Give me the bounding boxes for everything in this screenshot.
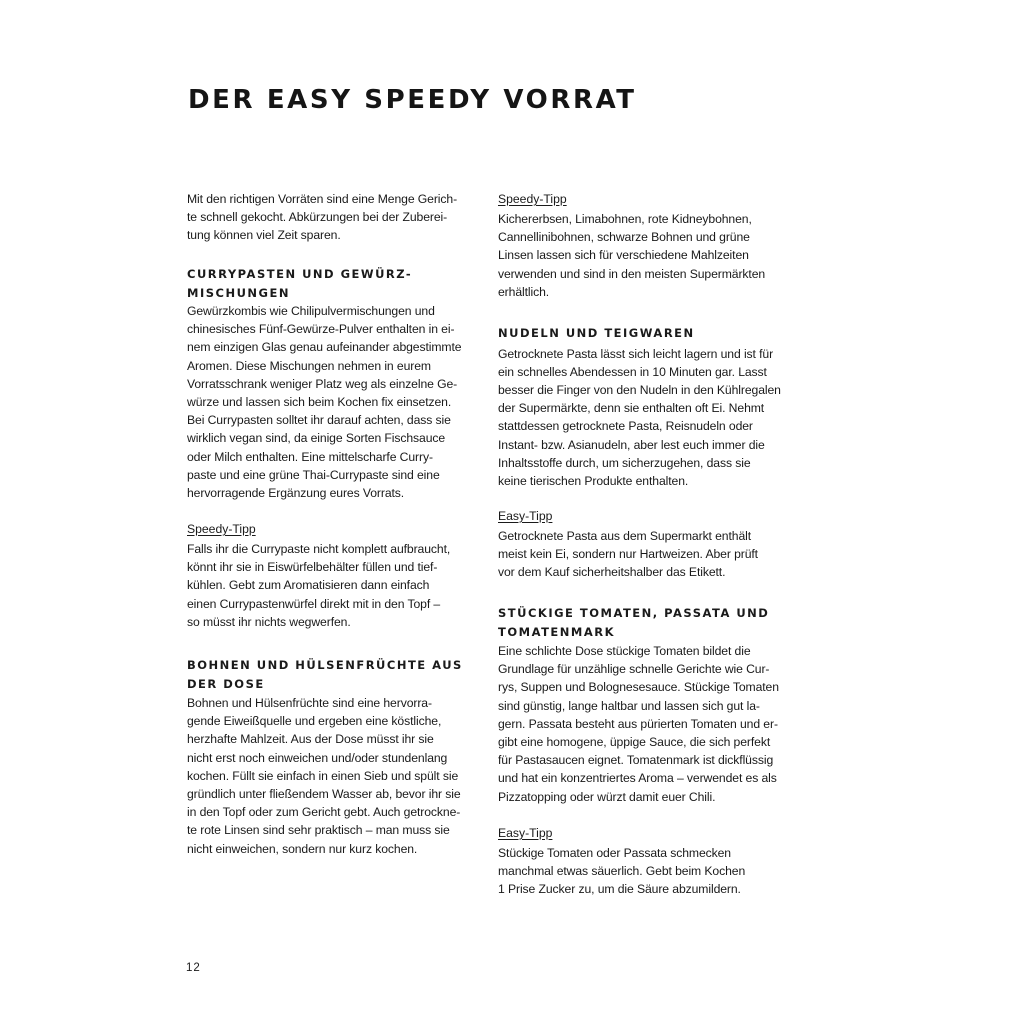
text-line: ein schnelles Abendessen in 10 Minuten gar. Lasst bbox=[498, 364, 767, 379]
pasta-body bbox=[498, 345, 798, 491]
text-line: Mit den richtigen Vorräten sind eine Menge Gerich- bbox=[187, 192, 458, 206]
text-line: keine tierischen Produkte enthalten. bbox=[498, 473, 689, 488]
text-line: BOHNEN UND HÜLSENFRÜCHTE AUS bbox=[187, 658, 463, 672]
text-line: vor dem Kauf sicherheitshalber das Etikett. bbox=[498, 565, 726, 580]
text-line: nicht einweichen, sondern nur kurz kochen. bbox=[187, 841, 418, 856]
text-line: erhältlich. bbox=[498, 284, 550, 299]
text-line: Bei Currypasten solltet ihr darauf achten, dass sie bbox=[187, 413, 451, 428]
page-number: 12 bbox=[186, 962, 201, 974]
text-line: Stückige Tomaten oder Passata schmecken bbox=[498, 846, 731, 860]
text-line: gründlich unter fließendem Wasser ab, bevor ihr sie bbox=[187, 787, 461, 802]
text-line: Vorratsschrank weniger Platz weg als einzelne Ge- bbox=[187, 376, 458, 391]
text-line: Gewürzkombis wie Chilipulvermischungen und bbox=[187, 304, 435, 318]
text-line: verwenden und sind in den meisten Supermärkten bbox=[498, 266, 766, 281]
curry-section bbox=[187, 265, 487, 502]
text-line: Cannellinibohnen, schwarze Bohnen und grüne bbox=[498, 230, 750, 245]
text-line: manchmal etwas säuerlich. Gebt beim Kochen bbox=[498, 864, 746, 879]
text-line: Pizzatopping oder würzt damit euer Chili. bbox=[498, 789, 716, 804]
tomato-heading bbox=[498, 604, 798, 641]
pasta-section bbox=[498, 324, 798, 490]
text-line: kochen. Füllt sie einfach in einen Sieb und spült sie bbox=[187, 768, 459, 783]
tomato-section bbox=[498, 604, 798, 806]
pasta-tip bbox=[498, 507, 798, 582]
text-line: Bohnen und Hülsenfrüchte sind eine hervorra- bbox=[187, 696, 432, 710]
text-line: te rote Linsen sind sehr praktisch – man muss sie bbox=[187, 823, 450, 838]
tomato-tip bbox=[498, 824, 798, 899]
text-line: nicht erst noch einweichen und/oder stundenlang bbox=[187, 750, 448, 765]
text-line: gibt eine homogene, üppige Sauce, die sich perfekt bbox=[498, 735, 771, 750]
text-line: Eine schlichte Dose stückige Tomaten bildet die bbox=[498, 644, 751, 658]
text-line: gern. Passata besteht aus pürierten Tomaten und er- bbox=[498, 716, 778, 731]
text-line: oder Milch enthalten. Eine mittelscharfe Curry- bbox=[187, 449, 433, 464]
beans-tip bbox=[498, 190, 798, 301]
text-line: NUDELN UND TEIGWAREN bbox=[498, 326, 695, 340]
text-line: chinesisches Fünf-Gewürze-Pulver enthalten in ei- bbox=[187, 322, 455, 337]
text-line: Linsen lassen sich für verschiedene Mahlzeiten bbox=[498, 248, 749, 263]
text-line: kühlen. Gebt zum Aromatisieren dann einfach bbox=[187, 578, 430, 593]
text-line: sind günstig, lange haltbar und lassen sich gut la- bbox=[498, 698, 760, 713]
text-line: te schnell gekocht. Abkürzungen bei der Zuberei- bbox=[187, 210, 448, 225]
text-line: stattdessen getrocknete Pasta, Reisnudeln oder bbox=[498, 419, 753, 434]
intro-paragraph bbox=[187, 190, 487, 245]
curry-tip-label: Speedy-Tipp bbox=[187, 522, 256, 536]
text-line: STÜCKIGE TOMATEN, PASSATA UND bbox=[498, 606, 770, 620]
text-line: einen Currypastenwürfel direkt mit in den Topf – bbox=[187, 596, 441, 611]
text-line: Grundlage für unzählige schnelle Gerichte wie Cur- bbox=[498, 662, 770, 677]
text-line: und hat ein konzentriertes Aroma – verwendet es als bbox=[498, 771, 777, 786]
text-line: besser die Finger von den Nudeln in den Kühlregalen bbox=[498, 382, 781, 397]
pasta-tip-body bbox=[498, 527, 798, 582]
beans-heading bbox=[187, 656, 487, 693]
beans-tip-label: Speedy-Tipp bbox=[498, 192, 567, 206]
text-line: Kichererbsen, Limabohnen, rote Kidneybohnen, bbox=[498, 212, 752, 226]
text-line: Aromen. Diese Mischungen nehmen in eurem bbox=[187, 358, 431, 373]
pasta-tip-label: Easy-Tipp bbox=[498, 509, 553, 523]
text-line: Inhaltsstoffe durch, um sicherzugehen, dass sie bbox=[498, 455, 751, 470]
curry-heading bbox=[187, 265, 487, 302]
text-line: Instant- bzw. Asianudeln, aber lest euch immer die bbox=[498, 437, 765, 452]
text-line: für Pastasaucen eignet. Tomatenmark ist dickflüssig bbox=[498, 753, 774, 768]
curry-body bbox=[187, 302, 487, 502]
text-line: DER DOSE bbox=[187, 676, 265, 691]
text-line: würze und lassen sich beim Kochen fix einsetzen. bbox=[187, 395, 452, 410]
text-line: MISCHUNGEN bbox=[187, 285, 290, 300]
beans-body bbox=[187, 694, 487, 858]
text-line: hervorragende Ergänzung eures Vorrats. bbox=[187, 486, 405, 501]
text-line: meist kein Ei, sondern nur Hartweizen. Aber prüft bbox=[498, 547, 758, 562]
text-line: tung können viel Zeit sparen. bbox=[187, 228, 341, 243]
text-line: der Supermärkte, denn sie enthalten oft Ei. Nehmt bbox=[498, 401, 765, 416]
pasta-heading bbox=[498, 324, 798, 343]
text-line: rys, Suppen und Bolognesesauce. Stückige Tomaten bbox=[498, 680, 779, 695]
tomato-tip-body bbox=[498, 844, 798, 899]
text-line: so müsst ihr nichts wegwerfen. bbox=[187, 614, 351, 629]
text-line: Getrocknete Pasta lässt sich leicht lagern und ist für bbox=[498, 346, 774, 361]
page-title: DER EASY SPEEDY VORRAT bbox=[188, 85, 637, 115]
text-line: gende Eiweißquelle und ergeben eine köstliche, bbox=[187, 714, 442, 729]
tomato-tip-label: Easy-Tipp bbox=[498, 826, 553, 840]
intro-text bbox=[187, 190, 487, 245]
beans-section bbox=[187, 656, 487, 858]
text-line: nem einzigen Glas genau aufeinander abgestimmte bbox=[187, 340, 462, 355]
text-line: Falls ihr die Currypaste nicht komplett aufbraucht, bbox=[187, 542, 451, 556]
text-line: in den Topf oder zum Gericht gebt. Auch getrockne- bbox=[187, 805, 461, 820]
text-line: Getrocknete Pasta aus dem Supermarkt enthält bbox=[498, 529, 752, 543]
curry-tip bbox=[187, 520, 487, 631]
text-line: könnt ihr sie in Eiswürfelbehälter füllen und tief- bbox=[187, 560, 438, 575]
text-line: wirklich vegan sind, da einige Sorten Fischsauce bbox=[187, 431, 446, 446]
text-line: TOMATENMARK bbox=[498, 624, 616, 639]
text-line: herzhafte Mahlzeit. Aus der Dose müsst ihr sie bbox=[187, 732, 434, 747]
beans-tip-body bbox=[498, 210, 798, 301]
text-line: CURRYPASTEN UND GEWÜRZ- bbox=[187, 267, 413, 281]
tomato-body bbox=[498, 642, 798, 806]
text-line: 1 Prise Zucker zu, um die Säure abzumildern. bbox=[498, 882, 741, 897]
curry-tip-body bbox=[187, 540, 487, 631]
text-line: paste und eine grüne Thai-Currypaste sind eine bbox=[187, 467, 440, 482]
